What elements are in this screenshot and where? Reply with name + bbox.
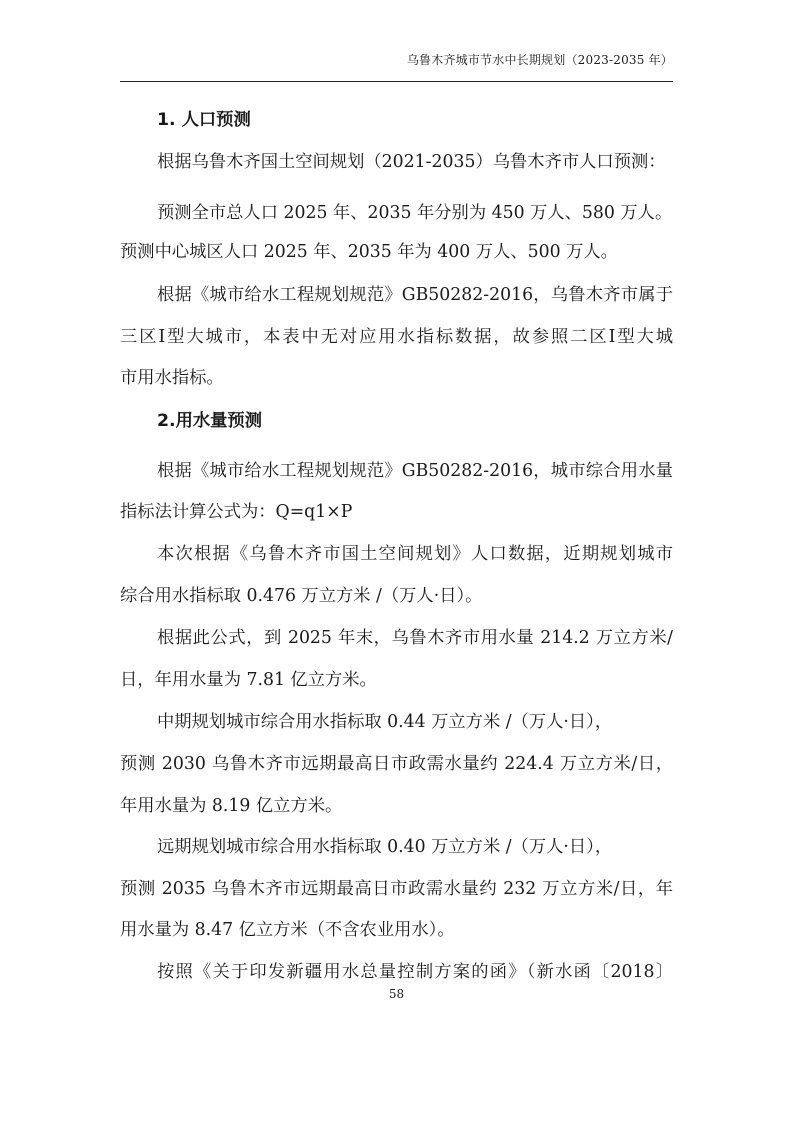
paragraph-line: 用水量为 8.47 亿立方米（不含农业用水）。: [120, 920, 455, 940]
paragraph-line: 市用水指标。: [120, 368, 224, 388]
paragraph-line: 年用水量为 8.19 亿立方米。: [120, 796, 343, 816]
running-header: 乌鲁木齐城市节水中长期规划（2023-2035 年）: [406, 53, 673, 67]
paragraph-line: 日，年用水量为 7.81 亿立方米。: [120, 670, 377, 690]
paragraph-line: 预测 2035 乌鲁木齐市远期最高日市政需水量约 232 万立方米/日，年: [120, 879, 673, 899]
paragraph-line: 根据《城市给水工程规划规范》GB50282-2016，乌鲁木齐市属于: [157, 285, 673, 305]
paragraph-line: 按照《关于印发新疆用水总量控制方案的函》（新水函〔2018〕: [157, 962, 673, 982]
paragraph-line: 中期规划城市综合用水指标取 0.44 万立方米 /（万人·日），: [157, 712, 613, 732]
paragraph-line: 根据此公式，到 2025 年末，乌鲁木齐市用水量 214.2 万立方米/: [157, 628, 673, 648]
paragraph-line: 指标法计算公式为：Q=q1×P: [120, 502, 353, 522]
paragraph-line: 预测 2030 乌鲁木齐市远期最高日市政需水量约 224.4 万立方米/日，: [120, 754, 673, 774]
paragraph-line: 本次根据《乌鲁木齐市国土空间规划》人口数据，近期规划城市: [157, 544, 673, 564]
paragraph-line: 根据乌鲁木齐国土空间规划（2021-2035）乌鲁木齐市人口预测：: [157, 152, 666, 172]
header-divider: [120, 81, 673, 82]
section-heading-population: 1. 人口预测: [157, 110, 251, 130]
paragraph-line: 预测中心城区人口 2025 年、2035 年为 400 万人、500 万人。: [120, 242, 618, 262]
paragraph-line: 预测全市总人口 2025 年、2035 年分别为 450 万人、580 万人。: [157, 203, 673, 223]
paragraph-line: 综合用水指标取 0.476 万立方米 /（万人·日）。: [120, 586, 483, 606]
section-heading-water-demand: 2.用水量预测: [157, 411, 262, 431]
page-number: 58: [388, 987, 405, 1001]
paragraph-line: 三区Ⅰ型大城市，本表中无对应用水指标数据，故参照二区Ⅰ型大城: [120, 327, 673, 347]
paragraph-line: 根据《城市给水工程规划规范》GB50282-2016，城市综合用水量: [157, 461, 673, 481]
paragraph-line: 远期规划城市综合用水指标取 0.40 万立方米 /（万人·日），: [157, 837, 613, 857]
